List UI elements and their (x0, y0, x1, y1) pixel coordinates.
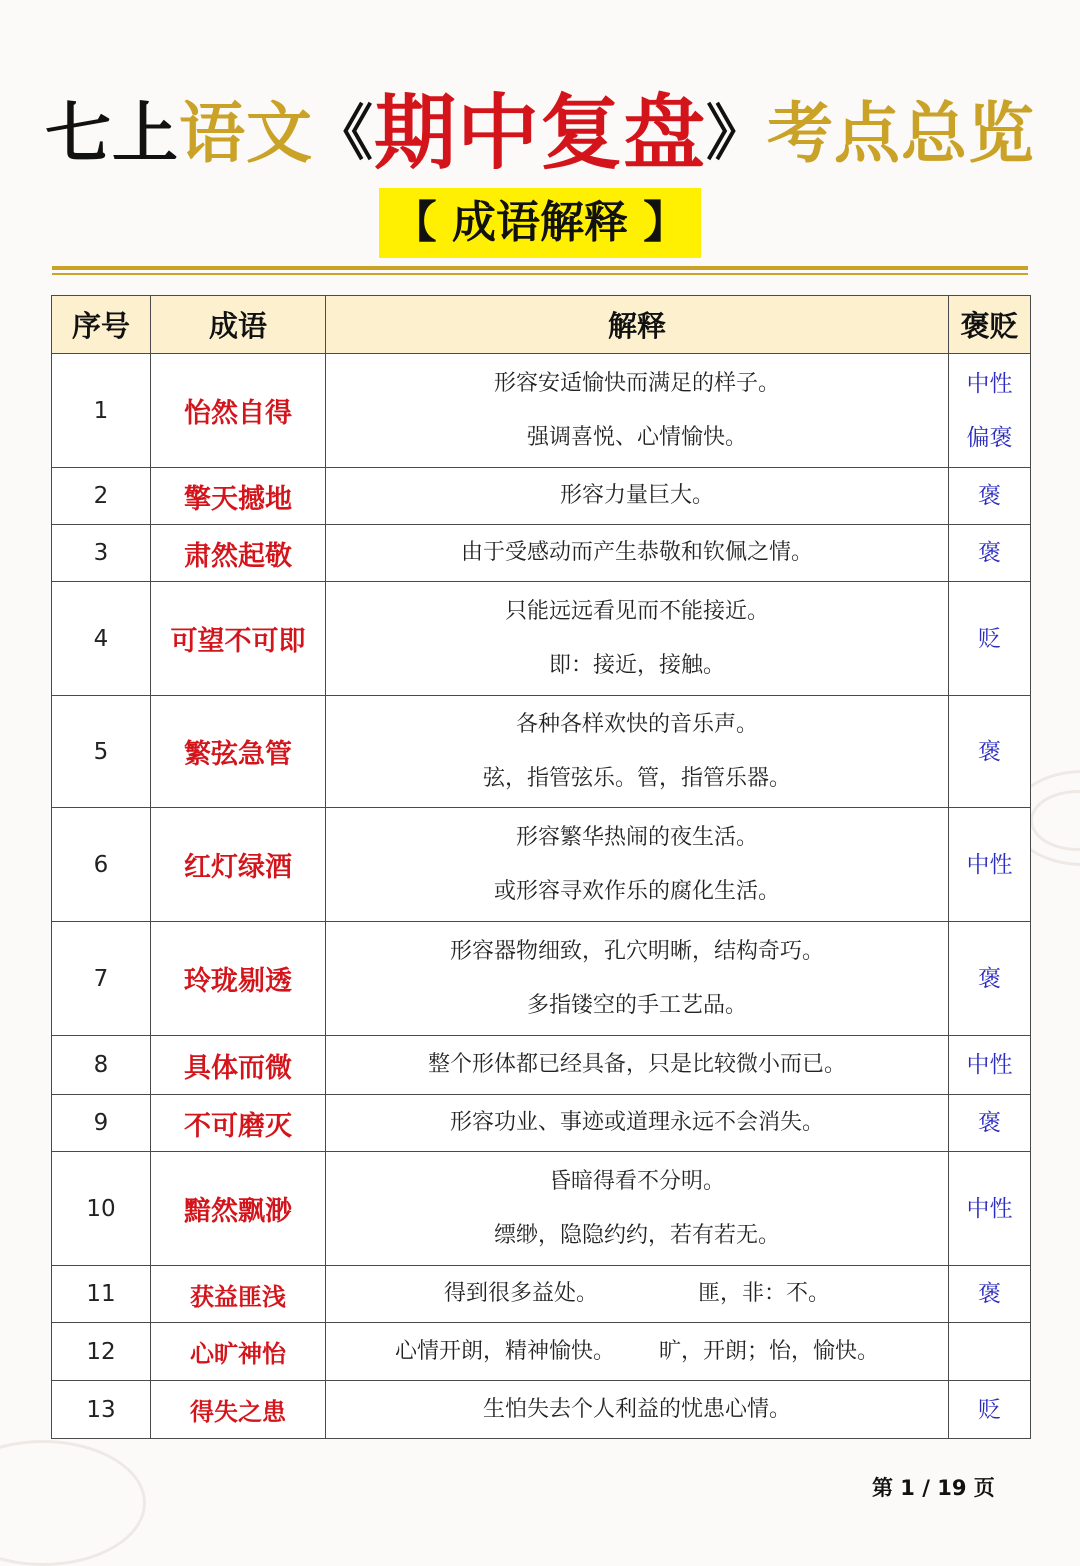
row-number: 6 (52, 808, 151, 922)
table-row (52, 582, 1031, 696)
row-definition: 只能远远看见而不能接近。 即：接近，接触。 (326, 582, 949, 696)
row-tone: 中性 (949, 808, 1031, 922)
row-definition: 生怕失去个人利益的忧患心情。 (326, 1381, 949, 1439)
header-tone: 褒贬 (949, 296, 1031, 354)
row-number: 10 (52, 1152, 151, 1266)
row-idiom: 黯然飘渺 (151, 1152, 326, 1266)
page-title (0, 78, 1080, 189)
row-idiom: 擎天撼地 (151, 468, 326, 525)
table-row (52, 468, 1031, 525)
header-definition: 解释 (326, 296, 949, 354)
row-tone: 褒 (949, 696, 1031, 808)
title-grade: 七上 (44, 94, 179, 172)
row-number: 13 (52, 1381, 151, 1439)
row-tone: 中性 (949, 1036, 1031, 1095)
title-subject: 语文 (178, 94, 313, 172)
row-definition: 形容力量巨大。 (326, 468, 949, 525)
section-subtitle: 【 成语解释 】 (379, 188, 702, 258)
subtitle-wrap (0, 188, 1080, 258)
row-idiom: 怡然自得 (151, 354, 326, 468)
table-row (52, 1266, 1031, 1323)
row-tone: 贬 (949, 582, 1031, 696)
row-number: 9 (52, 1095, 151, 1152)
row-idiom: 心旷神怡 (151, 1323, 326, 1381)
title-main: 期中复盘 (373, 85, 706, 181)
row-idiom: 不可磨灭 (151, 1095, 326, 1152)
row-tone: 中性 偏褒 (949, 354, 1031, 468)
row-tone: 中性 (949, 1152, 1031, 1266)
table-row (52, 696, 1031, 808)
row-idiom: 具体而微 (151, 1036, 326, 1095)
page-number: 第 1 / 19 页 (872, 1476, 995, 1500)
row-definition: 得到很多益处。 匪，非：不。 (326, 1266, 949, 1323)
row-definition: 形容安适愉快而满足的样子。 强调喜悦、心情愉快。 (326, 354, 949, 468)
divider-thin (52, 273, 1028, 275)
row-definition: 昏暗得看不分明。 缥缈，隐隐约约，若有若无。 (326, 1152, 949, 1266)
row-tone (949, 1323, 1031, 1381)
row-definition: 心情开朗，精神愉快。 旷，开朗；怡，愉快。 (326, 1323, 949, 1381)
row-number: 4 (52, 582, 151, 696)
row-idiom: 获益匪浅 (151, 1266, 326, 1323)
table-row (52, 1381, 1031, 1439)
row-idiom: 肃然起敬 (151, 525, 326, 582)
row-number: 11 (52, 1266, 151, 1323)
table-row (52, 525, 1031, 582)
background-cloud-decoration (0, 1440, 146, 1566)
row-number: 1 (52, 354, 151, 468)
row-tone: 褒 (949, 525, 1031, 582)
header-idiom: 成语 (151, 296, 326, 354)
table-row (52, 1095, 1031, 1152)
table-row (52, 354, 1031, 468)
row-tone: 褒 (949, 1266, 1031, 1323)
row-definition: 形容功业、事迹或道理永远不会消失。 (326, 1095, 949, 1152)
header-number: 序号 (52, 296, 151, 354)
divider-thick (52, 266, 1028, 270)
table-row (52, 922, 1031, 1036)
row-number: 3 (52, 525, 151, 582)
title-tail: 考点总览 (767, 94, 1035, 172)
row-idiom: 玲珑剔透 (151, 922, 326, 1036)
table-row (52, 1323, 1031, 1381)
row-tone: 贬 (949, 1381, 1031, 1439)
row-definition: 整个形体都已经具备，只是比较微小而已。 (326, 1036, 949, 1095)
row-idiom: 繁弦急管 (151, 696, 326, 808)
row-number: 8 (52, 1036, 151, 1095)
row-definition: 形容器物细致，孔穴明晰，结构奇巧。 多指镂空的手工艺品。 (326, 922, 949, 1036)
row-idiom: 得失之患 (151, 1381, 326, 1439)
title-bracket-open: 《 (312, 98, 374, 169)
row-number: 7 (52, 922, 151, 1036)
table-row (52, 808, 1031, 922)
row-number: 12 (52, 1323, 151, 1381)
row-definition: 形容繁华热闹的夜生活。 或形容寻欢作乐的腐化生活。 (326, 808, 949, 922)
title-bracket-close: 》 (706, 98, 767, 169)
row-tone: 褒 (949, 1095, 1031, 1152)
row-definition: 各种各样欢快的音乐声。 弦，指管弦乐。管，指管乐器。 (326, 696, 949, 808)
table-row (52, 1152, 1031, 1266)
row-idiom: 可望不可即 (151, 582, 326, 696)
row-definition: 由于受感动而产生恭敬和钦佩之情。 (326, 525, 949, 582)
table-header-row (52, 296, 1031, 354)
row-number: 2 (52, 468, 151, 525)
idiom-table (51, 295, 1031, 1439)
row-tone: 褒 (949, 922, 1031, 1036)
row-number: 5 (52, 696, 151, 808)
row-idiom: 红灯绿酒 (151, 808, 326, 922)
row-tone: 褒 (949, 468, 1031, 525)
table-row (52, 1036, 1031, 1095)
